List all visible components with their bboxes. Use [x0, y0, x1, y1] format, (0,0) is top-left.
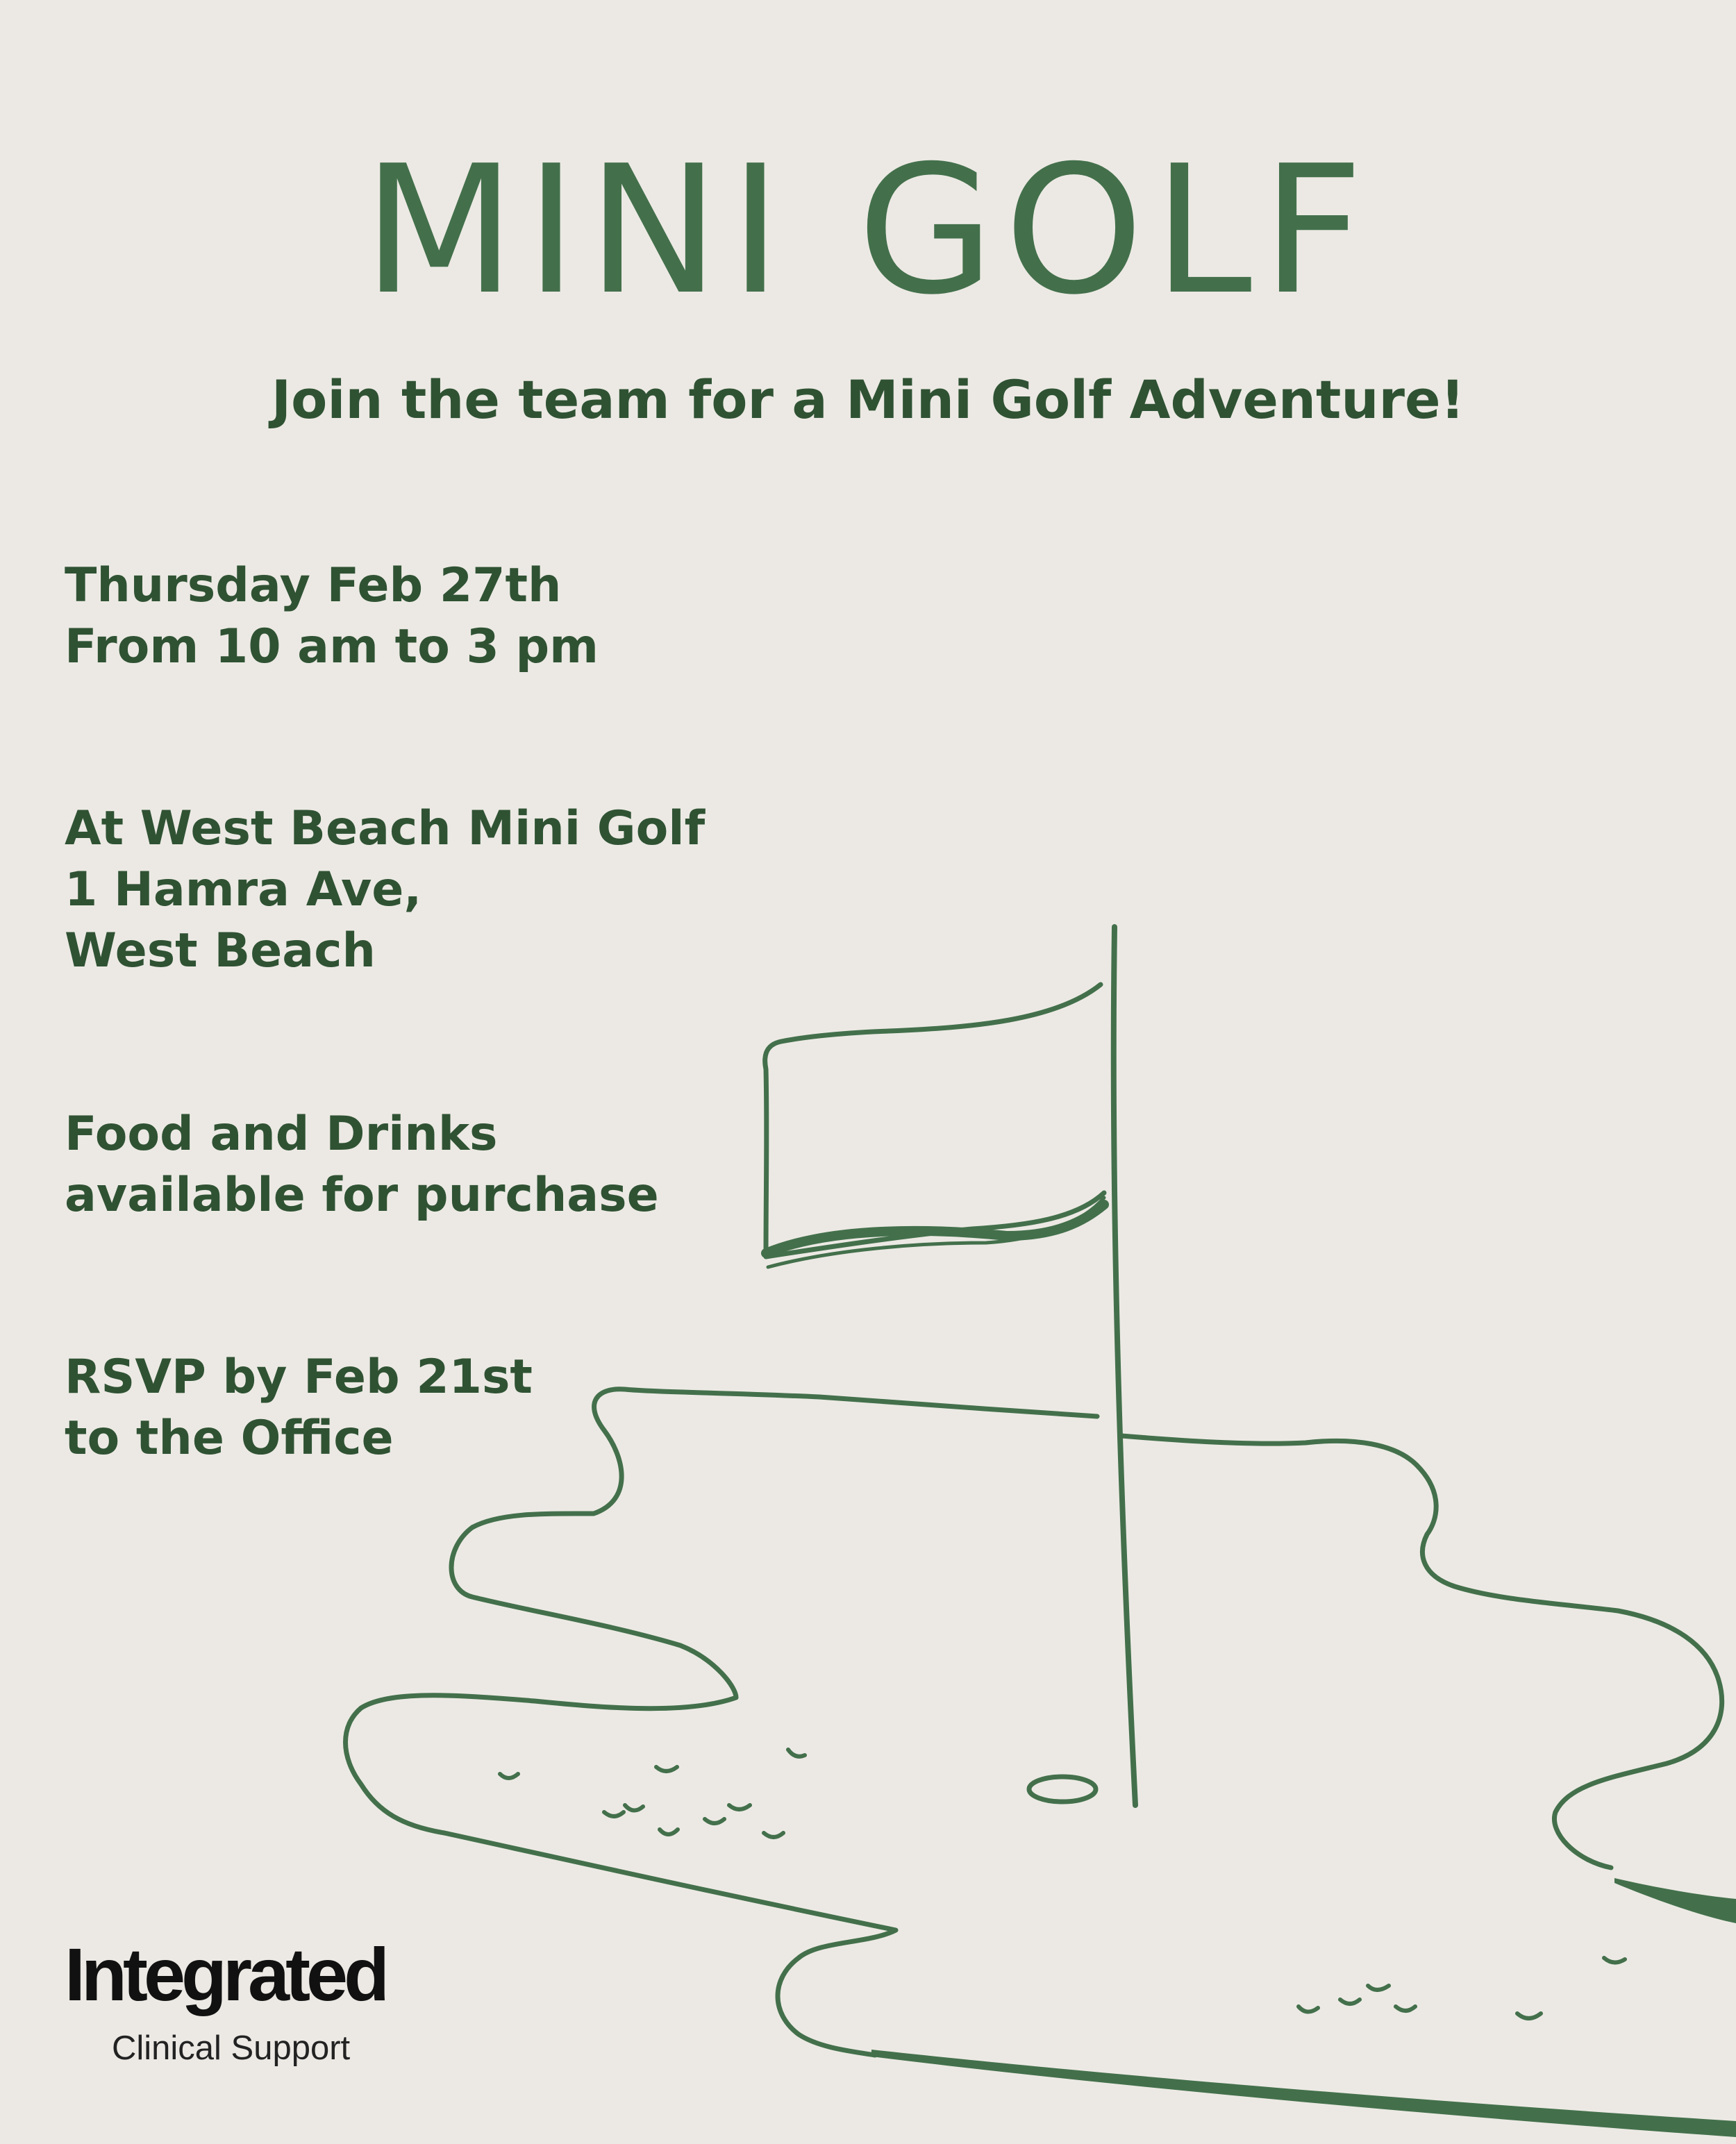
golf-hole-icon — [1029, 1777, 1096, 1802]
flag-pole — [1114, 927, 1135, 1805]
green-edge-right — [1614, 1878, 1736, 1923]
poster-subtitle: Join the team for a Mini Golf Adventure! — [271, 369, 1465, 430]
poster-title: MINI GOLF — [362, 128, 1374, 334]
venue-suburb: West Beach — [65, 923, 376, 978]
food-line-2: available for purchase — [65, 1168, 659, 1223]
green-outline — [346, 1389, 1098, 2055]
logo-wordmark: Integrated — [65, 1932, 386, 2016]
venue-street: 1 Hamra Ave, — [65, 862, 422, 917]
logo-tagline: Clinical Support — [112, 2029, 351, 2067]
green-edge-bottom — [871, 2050, 1736, 2137]
venue-name: At West Beach Mini Golf — [65, 801, 706, 856]
event-time: From 10 am to 3 pm — [65, 619, 599, 674]
rsvp-line-2: to the Office — [65, 1411, 394, 1466]
golf-flag-icon — [765, 985, 1104, 1257]
event-date: Thursday Feb 27th — [65, 558, 562, 613]
food-line-1: Food and Drinks — [65, 1107, 498, 1162]
rsvp-line-1: RSVP by Feb 21st — [65, 1350, 533, 1405]
green-outline-right — [1121, 1436, 1722, 1868]
